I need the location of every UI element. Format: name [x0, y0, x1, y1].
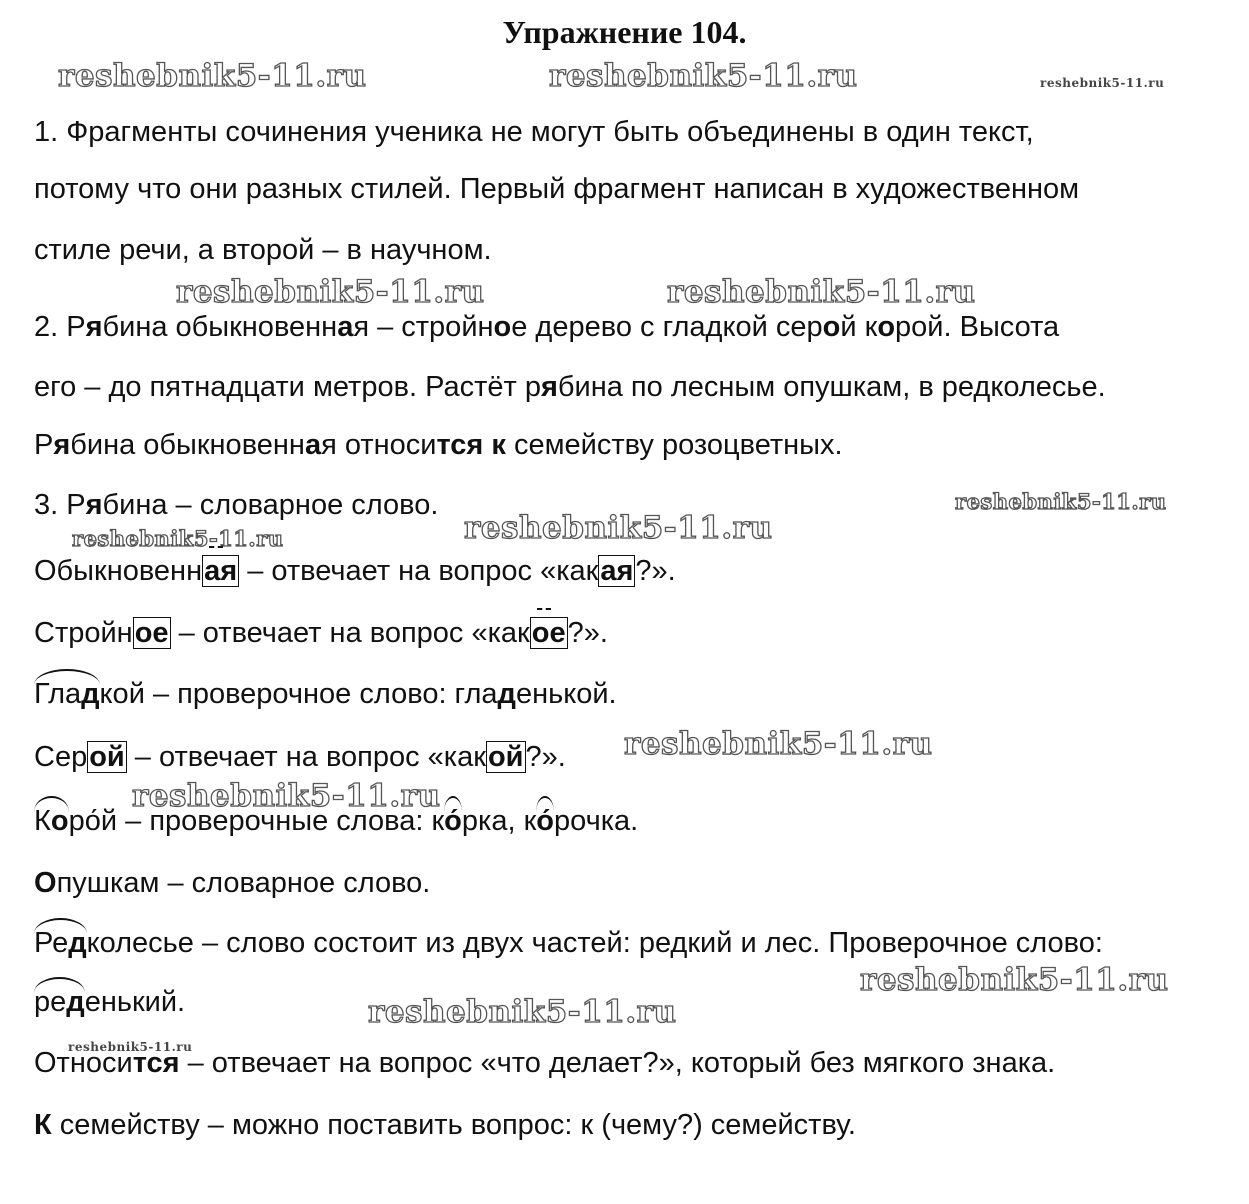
- explanation-opushkam: Опушкам – словарное слово.: [34, 867, 431, 899]
- explanation-gladkoy: Гладкой – проверочное слово: гладенькой.: [34, 678, 617, 710]
- watermark: reshebnik5-11.ru: [624, 726, 933, 762]
- watermark: reshebnik5-11.ru: [860, 962, 1169, 998]
- watermark: reshebnik5-11.ru: [368, 994, 677, 1030]
- watermark: reshebnik5-11.ru: [68, 1040, 193, 1054]
- watermark: reshebnik5-11.ru: [176, 274, 485, 310]
- watermark: reshebnik5-11.ru: [72, 526, 284, 551]
- watermark: reshebnik5-11.ru: [1040, 76, 1165, 90]
- explanation-stroynoe: Стройное – отвечает на вопрос «какое?».: [34, 617, 608, 649]
- watermark: reshebnik5-11.ru: [464, 510, 773, 546]
- paragraph-1-line-3: стиле речи, а второй – в научном.: [34, 234, 492, 266]
- explanation-k-semeystvu: К семейству – можно поставить вопрос: к (чему?) семейству.: [34, 1109, 856, 1141]
- watermark: reshebnik5-11.ru: [667, 274, 976, 310]
- watermark: reshebnik5-11.ru: [955, 489, 1167, 514]
- watermark: reshebnik5-11.ru: [549, 58, 858, 94]
- explanation-redkoles-line-1: Редколесье – слово состоит из двух частей: редкий и лес. Проверочное слово:: [34, 927, 1103, 959]
- paragraph-2-line-3: Рябина обыкновенная относится к семейству розоцветных.: [34, 429, 843, 461]
- watermark: reshebnik5-11.ru: [58, 58, 367, 94]
- paragraph-1-line-2: потому что они разных стилей. Первый фрагмент написан в художественном: [34, 173, 1080, 205]
- paragraph-2-line-1: 2. Рябина обыкновенная – стройное дерево с гладкой серой корой. Высота: [34, 311, 1060, 343]
- explanation-obyknovennaya: Обыкновенная – отвечает на вопрос «какая?».: [34, 555, 676, 587]
- item-3-heading: 3. Рябина – словарное слово.: [34, 489, 439, 521]
- paragraph-2-line-2: его – до пятнадцати метров. Растёт рябина по лесным опушкам, в редколесье.: [34, 371, 1106, 403]
- watermark: reshebnik5-11.ru: [132, 778, 441, 814]
- exercise-title: Упражнение 104.: [502, 14, 747, 50]
- explanation-otnositsya: Относится – отвечает на вопрос «что делает?», который без мягкого знака.: [34, 1047, 1056, 1079]
- paragraph-1-line-1: 1. Фрагменты сочинения ученика не могут быть объединены в один текст,: [34, 116, 1034, 148]
- explanation-koroy: Коро́й – проверочные слова: ко́рка, ко́рочка.: [34, 805, 639, 837]
- explanation-redkoles-line-2: реденький.: [34, 986, 186, 1018]
- explanation-seroy: Серой – отвечает на вопрос «какой?».: [34, 741, 566, 773]
